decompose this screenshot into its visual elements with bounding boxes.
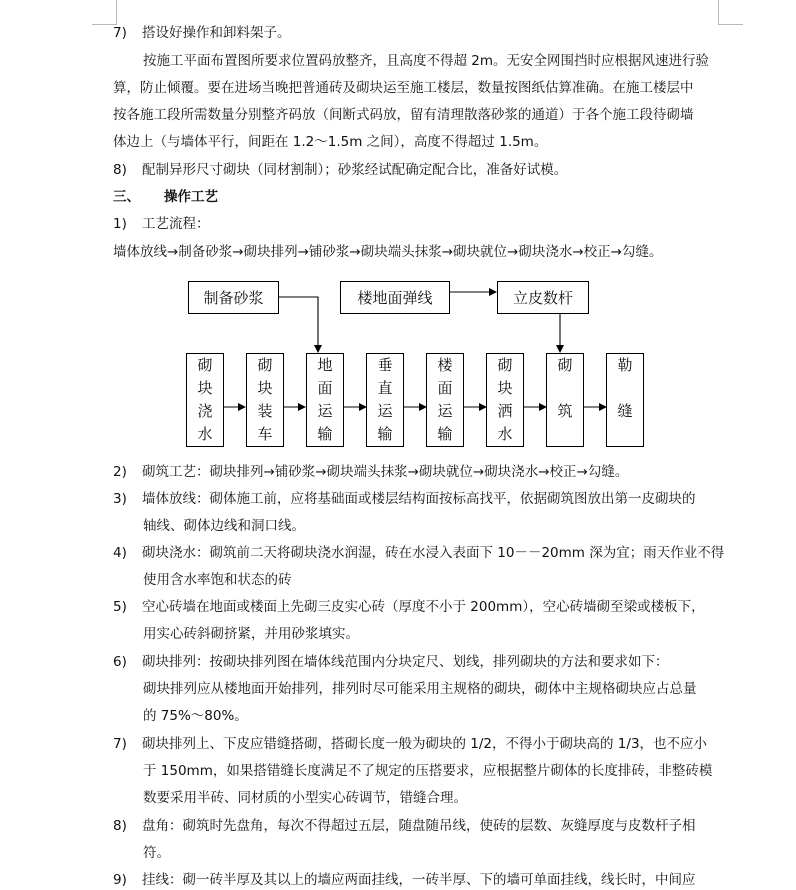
- list-item-8: [113, 816, 696, 836]
- item-number: 5): [113, 599, 127, 615]
- flow-step-loading: [246, 353, 284, 447]
- step-char: 块: [257, 379, 273, 397]
- step-char: 水: [497, 425, 513, 443]
- step-char: 输: [377, 425, 393, 443]
- step-char: 砌: [497, 356, 513, 374]
- item-text: 砌块浇水：砌筑前二天将砌块浇水润湿，砖在水浸入表面下 10－－20mm 深为宜；雨天作业不得: [142, 545, 725, 561]
- list-item-7: [113, 734, 707, 754]
- item-text-continued: 符。: [143, 845, 170, 861]
- step-char: 输: [437, 425, 453, 443]
- item-text-continued: 数要采用半砖、同材质的小型实心砖调节，错缝合理。: [143, 790, 467, 806]
- section-number: 三、: [113, 189, 140, 205]
- flow-line: 墙体放线→制备砂浆→砌块排列→铺砂浆→砌块端头抹浆→砌块就位→砌块浇水→校正→勾缝。: [113, 244, 663, 260]
- step-char: 块: [497, 379, 513, 397]
- step-char: 运: [377, 402, 393, 420]
- step-char: 运: [317, 402, 333, 420]
- flow-step-floor-transport: [426, 353, 464, 447]
- item-text: 盘角：砌筑时先盘角，每次不得超过五层，随盘随吊线，使砖的层数、灰缝厚度与皮数杆子相: [142, 818, 696, 834]
- step-char: 筑: [557, 402, 573, 420]
- step-char: 缝: [617, 402, 633, 420]
- item-text: 墙体放线：砌体施工前，应将基础面或楼层结构面按标高找平，依据砌筑图放出第一皮砌块的: [142, 491, 696, 507]
- item-number: 1): [113, 216, 127, 232]
- paragraph-line: 体边上（与墙体平行，间距在 1.2～1.5m 之间），高度不得超过 1.5m。: [113, 134, 548, 150]
- item-number: 8): [113, 162, 127, 178]
- step-char: 块: [197, 379, 213, 397]
- item-number: 8): [113, 818, 127, 834]
- paragraph-line: 算，防止倾覆。要在进场当晚把普通砖及砌块运至施工楼层，数量按图纸估算准确。在施工楼层中: [113, 80, 694, 96]
- flow-step-masonry: [546, 353, 584, 447]
- item-number: 9): [113, 872, 127, 888]
- list-item-2: [113, 462, 628, 482]
- list-item-9: [113, 870, 696, 890]
- step-char: 砌: [197, 356, 213, 374]
- flow-step-vertical-transport: [366, 353, 404, 447]
- step-char: 直: [377, 379, 393, 397]
- step-char: 砌: [557, 356, 573, 374]
- step-char: 砌: [257, 356, 273, 374]
- step-char: 车: [257, 425, 273, 443]
- step-char: 地: [317, 356, 333, 374]
- step-char: 输: [317, 425, 333, 443]
- step-char: 浇: [197, 402, 213, 420]
- item-text: 工艺流程：: [142, 216, 210, 232]
- paragraph-line: 按施工平面布置图所要求位置码放整齐，且高度不得超 2m。无安全网围挡时应根据风速进行验: [143, 53, 710, 69]
- item-number: 4): [113, 545, 127, 561]
- list-item-3: [113, 489, 696, 509]
- step-char: 运: [437, 402, 453, 420]
- step-char: 垂: [377, 356, 393, 374]
- item-text: 搭设好操作和卸料架子。: [142, 25, 291, 41]
- list-item-4: [113, 543, 724, 563]
- step-char: 勒: [617, 356, 633, 374]
- item-text: 挂线：砌一砖半厚及其以上的墙应两面挂线，一砖半厚、下的墙可单面挂线，线长时，中间应: [142, 872, 696, 888]
- flow-box-prepare-mortar: 制备砂浆: [188, 281, 279, 314]
- item-number: 2): [113, 464, 127, 480]
- item-text-continued: 使用含水率饱和状态的砖: [143, 572, 292, 588]
- item-number: 3): [113, 491, 127, 507]
- item-text: 配制异形尺寸砌块（同材割制）；砂浆经试配确定配合比，准备好试模。: [142, 162, 568, 178]
- arrow-mortar-to-ground-transport: [279, 297, 318, 352]
- step-char: 洒: [497, 402, 513, 420]
- list-item-5: [113, 597, 705, 617]
- item-text-continued: 于 150mm，如果搭错缝长度满足不了规定的压搭要求，应根据整片砌体的长度排砖，非整砖模: [143, 763, 713, 779]
- list-item-6: [113, 652, 669, 672]
- section-title: 操作工艺: [164, 189, 218, 205]
- item-text-continued: 用实心砖斜砌挤紧，并用砂浆填实。: [143, 626, 359, 642]
- flow-step-ground-transport: [306, 353, 344, 447]
- item-text: 砌块排列：按砌块排列图在墙体线范围内分块定尺、划线，排列砌块的方法和要求如下：: [142, 654, 669, 670]
- paragraph-line: 按各施工段所需数量分别整齐码放（间断式码放，留有清理散落砂浆的通道）于各个施工段待砌墙: [113, 107, 694, 123]
- item-number: 7): [113, 736, 127, 752]
- step-char: 水: [197, 425, 213, 443]
- item-text-continued: 轴线、砌体边线和洞口线。: [143, 518, 305, 534]
- step-char: 装: [257, 402, 273, 420]
- flow-step-watering: [186, 353, 224, 447]
- flow-step-sprinkling: [486, 353, 524, 447]
- step-char: 楼: [437, 356, 453, 374]
- flow-step-pointing: [606, 353, 644, 447]
- item-text-continued: 的 75%～80%。: [143, 708, 248, 724]
- item-text: 砌块排列上、下皮应错缝搭砌，搭砌长度一般为砌块的 1/2，不得小于砌块高的 1/3，也不应小: [142, 736, 708, 752]
- item-text-continued: 砌块排列应从楼地面开始排列，排列时尽可能采用主规格的砌块，砌体中主规格砌块应占总量: [143, 681, 697, 697]
- step-char: 面: [317, 379, 333, 397]
- item-text: 空心砖墙在地面或楼面上先砌三皮实心砖（厚度不小于 200mm），空心砖墙砌至梁或楼板下，: [142, 599, 705, 615]
- item-text: 砌筑工艺：砌块排列→铺砂浆→砌块端头抹浆→砌块就位→砌块浇水→校正→勾缝。: [142, 464, 629, 480]
- flow-box-pole: 立皮数杆: [497, 281, 589, 314]
- item-number: 6): [113, 654, 127, 670]
- item-number: 7): [113, 25, 127, 41]
- flow-box-floor-line: 楼地面弹线: [340, 281, 450, 314]
- step-char: 面: [437, 379, 453, 397]
